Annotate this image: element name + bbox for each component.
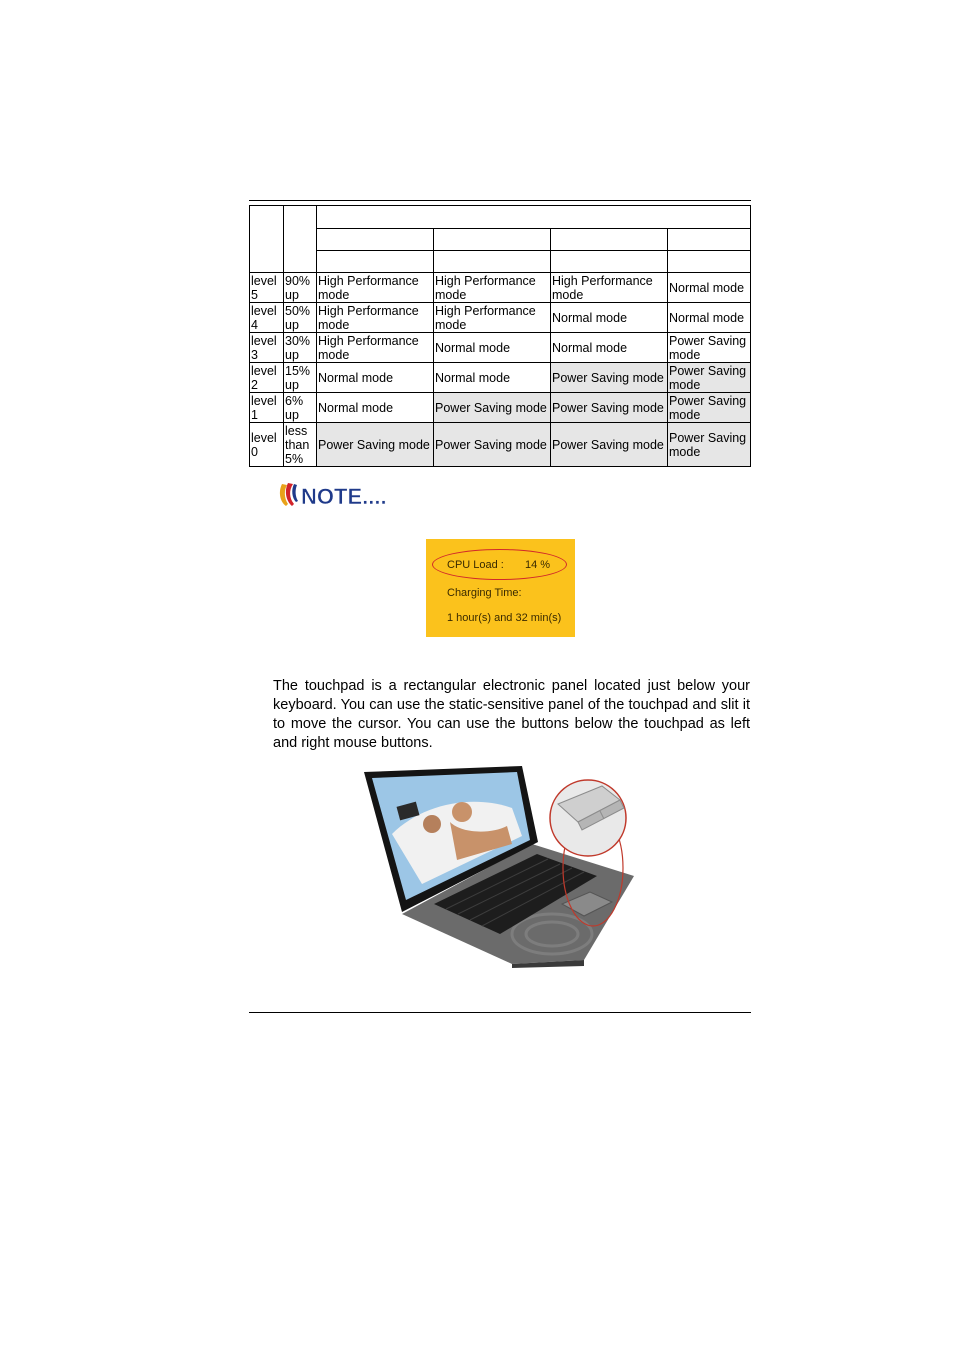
table-header-cell — [668, 251, 751, 273]
charging-time-value: 1 hour(s) and 32 min(s) — [447, 612, 562, 624]
header-rule — [249, 200, 751, 201]
cpu-load-value: 14 % — [525, 559, 551, 571]
power-mode-table — [249, 205, 751, 467]
note-swoosh-icon — [292, 484, 298, 502]
cpu-load-widget — [426, 539, 575, 637]
mode-cell: Power Saving mode — [668, 423, 751, 467]
mode-cell: High Performance mode — [317, 303, 434, 333]
battery-cell: 90% up — [284, 273, 317, 303]
mode-cell: High Performance mode — [317, 333, 434, 363]
table-header-cell — [434, 229, 551, 251]
mode-cell: Normal mode — [317, 393, 434, 423]
mode-cell: Power Saving mode — [668, 333, 751, 363]
note-logo — [276, 480, 406, 510]
table-header-cell — [434, 251, 551, 273]
level-cell: level 3 — [250, 333, 284, 363]
mode-cell: Normal mode — [434, 363, 551, 393]
mode-cell: Normal mode — [668, 273, 751, 303]
mode-cell: Power Saving mode — [434, 423, 551, 467]
level-cell: level 0 — [250, 423, 284, 467]
mode-cell: Normal mode — [434, 333, 551, 363]
footer-rule — [249, 1012, 751, 1013]
mode-cell: High Performance mode — [434, 303, 551, 333]
battery-cell: 30% up — [284, 333, 317, 363]
table-row — [250, 273, 751, 303]
table-header-cell — [551, 251, 668, 273]
mode-cell: High Performance mode — [551, 273, 668, 303]
cpu-load-label: CPU Load : — [447, 559, 504, 571]
mode-cell: High Performance mode — [434, 273, 551, 303]
table-header-cell — [317, 206, 751, 229]
mode-cell: Power Saving mode — [551, 393, 668, 423]
level-cell: level 2 — [250, 363, 284, 393]
table-corner-cell — [250, 206, 284, 273]
laptop-touchpad-illustration — [362, 764, 638, 968]
level-cell: level 1 — [250, 393, 284, 423]
table-row — [250, 363, 751, 393]
mode-cell: Power Saving mode — [668, 393, 751, 423]
table-header-cell — [317, 229, 434, 251]
mode-cell: Normal mode — [551, 303, 668, 333]
charging-time-label: Charging Time: — [447, 587, 522, 599]
mode-cell: High Performance mode — [317, 273, 434, 303]
level-cell: level 5 — [250, 273, 284, 303]
level-cell: level 4 — [250, 303, 284, 333]
table-corner-cell — [284, 206, 317, 273]
table-row — [250, 423, 751, 467]
battery-cell: 50% up — [284, 303, 317, 333]
table-header-cell — [668, 229, 751, 251]
mode-cell: Power Saving mode — [551, 423, 668, 467]
mode-cell: Normal mode — [551, 333, 668, 363]
table-header-cell — [317, 251, 434, 273]
battery-cell: less than 5% — [284, 423, 317, 467]
mode-cell: Normal mode — [668, 303, 751, 333]
battery-cell: 6% up — [284, 393, 317, 423]
mode-cell: Power Saving mode — [434, 393, 551, 423]
table-header-cell — [551, 229, 668, 251]
mode-cell: Normal mode — [317, 363, 434, 393]
table-row — [250, 333, 751, 363]
table-row — [250, 393, 751, 423]
mode-cell: Power Saving mode — [668, 363, 751, 393]
touchpad-description: The touchpad is a rectangular electronic panel located just below your keyboard. You can use the static-sensitive panel of the touchpad and slit it to move the cursor. You can use the buttons below the touchpad as left and right mouse buttons. — [273, 678, 750, 751]
note-label: NOTE.... — [301, 484, 387, 509]
table-row — [250, 303, 751, 333]
battery-cell: 15% up — [284, 363, 317, 393]
mode-cell: Power Saving mode — [317, 423, 434, 467]
mode-cell: Power Saving mode — [551, 363, 668, 393]
